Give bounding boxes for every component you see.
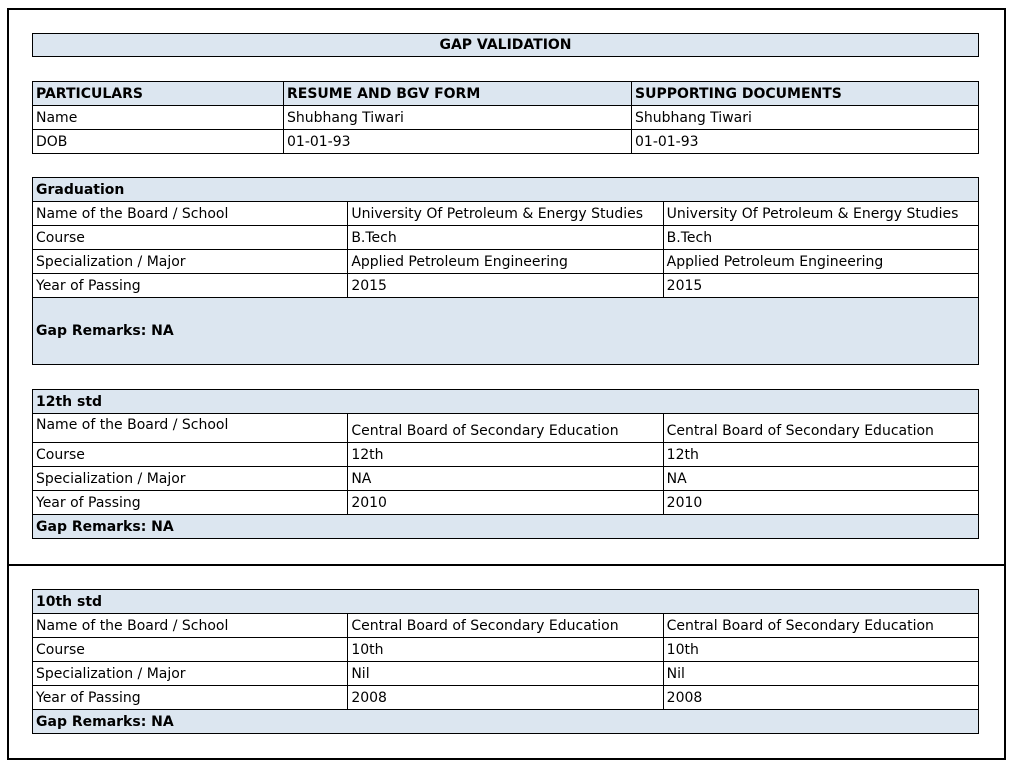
- supporting-value: Central Board of Secondary Education: [663, 614, 978, 638]
- header-particulars: PARTICULARS: [33, 82, 284, 106]
- tenth-table: [32, 589, 979, 734]
- table-row: [33, 614, 979, 638]
- resume-value: 01-01-93: [284, 130, 632, 154]
- resume-value: 12th: [348, 443, 663, 467]
- header-row: [33, 82, 979, 106]
- supporting-value: NA: [663, 467, 978, 491]
- row-label: Year of Passing: [33, 686, 348, 710]
- personal-section: [32, 81, 979, 154]
- supporting-value: Central Board of Secondary Education: [663, 414, 978, 443]
- graduation-section: [32, 177, 979, 365]
- remarks-row: [33, 515, 979, 539]
- section-heading-row: [33, 590, 979, 614]
- supporting-value: Shubhang Tiwari: [632, 106, 979, 130]
- table-row: [33, 130, 979, 154]
- supporting-value: Nil: [663, 662, 978, 686]
- table-row: [33, 662, 979, 686]
- table-row: [33, 226, 979, 250]
- resume-value: Applied Petroleum Engineering: [348, 250, 663, 274]
- row-label: Name of the Board / School: [33, 614, 348, 638]
- table-row: [33, 638, 979, 662]
- resume-value: Shubhang Tiwari: [284, 106, 632, 130]
- remarks-row: [33, 710, 979, 734]
- supporting-value: 2015: [663, 274, 978, 298]
- table-row: [33, 443, 979, 467]
- supporting-value: B.Tech: [663, 226, 978, 250]
- resume-value: B.Tech: [348, 226, 663, 250]
- graduation-table: [32, 177, 979, 365]
- table-row: [33, 202, 979, 226]
- row-label: Specialization / Major: [33, 662, 348, 686]
- supporting-value: Applied Petroleum Engineering: [663, 250, 978, 274]
- row-label: Year of Passing: [33, 274, 348, 298]
- row-label: Name: [33, 106, 284, 130]
- resume-value: 2015: [348, 274, 663, 298]
- supporting-value: 12th: [663, 443, 978, 467]
- row-label: Course: [33, 443, 348, 467]
- table-row: [33, 414, 979, 443]
- row-label: Year of Passing: [33, 491, 348, 515]
- twelfth-section: [32, 389, 979, 539]
- header-resume: RESUME AND BGV FORM: [284, 82, 632, 106]
- table-row: [33, 467, 979, 491]
- page-title: GAP VALIDATION: [32, 33, 979, 57]
- row-label: Name of the Board / School: [33, 202, 348, 226]
- twelfth-heading: 12th std: [33, 390, 979, 414]
- supporting-value: University Of Petroleum & Energy Studies: [663, 202, 978, 226]
- row-label: Course: [33, 638, 348, 662]
- table-row: [33, 491, 979, 515]
- header-supporting: SUPPORTING DOCUMENTS: [632, 82, 979, 106]
- row-label: Name of the Board / School: [33, 414, 348, 443]
- table-row: [33, 106, 979, 130]
- twelfth-table: [32, 389, 979, 539]
- resume-value: 2008: [348, 686, 663, 710]
- resume-value: 10th: [348, 638, 663, 662]
- section-heading-row: [33, 390, 979, 414]
- remarks-row: [33, 298, 979, 365]
- row-label: Course: [33, 226, 348, 250]
- resume-value: University Of Petroleum & Energy Studies: [348, 202, 663, 226]
- table-row: [33, 686, 979, 710]
- row-label: DOB: [33, 130, 284, 154]
- supporting-value: 2008: [663, 686, 978, 710]
- supporting-value: 01-01-93: [632, 130, 979, 154]
- row-label: Specialization / Major: [33, 467, 348, 491]
- graduation-gap-remarks: Gap Remarks: NA: [33, 298, 979, 365]
- twelfth-gap-remarks: Gap Remarks: NA: [33, 515, 979, 539]
- resume-value: 2010: [348, 491, 663, 515]
- resume-value: Nil: [348, 662, 663, 686]
- row-label: Specialization / Major: [33, 250, 348, 274]
- resume-value: NA: [348, 467, 663, 491]
- supporting-value: 10th: [663, 638, 978, 662]
- graduation-heading: Graduation: [33, 178, 979, 202]
- resume-value: Central Board of Secondary Education: [348, 414, 663, 443]
- tenth-heading: 10th std: [33, 590, 979, 614]
- resume-value: Central Board of Secondary Education: [348, 614, 663, 638]
- supporting-value: 2010: [663, 491, 978, 515]
- table-row: [33, 250, 979, 274]
- tenth-gap-remarks: Gap Remarks: NA: [33, 710, 979, 734]
- section-heading-row: [33, 178, 979, 202]
- table-row: [33, 274, 979, 298]
- tenth-section: [32, 589, 979, 734]
- personal-table: [32, 81, 979, 154]
